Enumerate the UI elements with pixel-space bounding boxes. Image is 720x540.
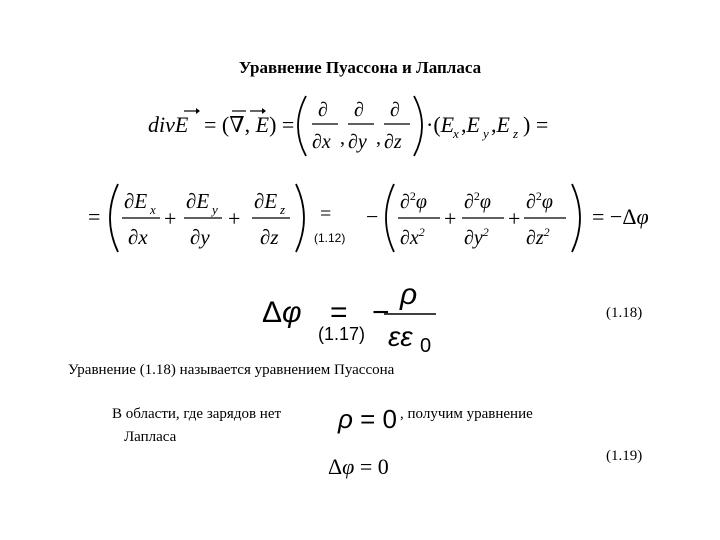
svg-text:,E: ,E	[461, 112, 480, 137]
svg-text:+: +	[228, 206, 241, 231]
svg-text:∂x2: $\partial x^2$	[400, 225, 425, 249]
svg-text:Δφ: Δφ	[262, 296, 302, 329]
region-text-line1: В области, где зарядов нет	[112, 406, 282, 422]
svg-text:∂x: ∂x	[128, 225, 148, 249]
region-text-line2: Лапласа	[124, 429, 177, 445]
svg-text:ρ = 0: ρ = 0	[338, 404, 397, 434]
eq-117-number: (1.17)	[318, 324, 366, 344]
svg-text:∂y: ∂y	[348, 131, 367, 153]
svg-text:x: x	[453, 126, 459, 141]
poisson-caption: Уравнение (1.18) называется уравнением Пуассона	[68, 362, 395, 378]
svg-text:∂z: ∂z	[260, 225, 279, 249]
eq-112-number: (1.12)	[314, 231, 346, 245]
eq-118-number: (1.18)	[606, 305, 643, 321]
get-equation-text: , получим уравнение	[400, 406, 533, 422]
svg-text:Δφ = 0: Δφ = 0	[328, 454, 389, 479]
svg-text:∂: ∂	[318, 99, 328, 121]
svg-text:x: x	[150, 202, 156, 217]
equation-div-e	[0, 88, 720, 168]
svg-text:y: y	[212, 202, 218, 217]
svg-text:0: 0	[420, 335, 432, 357]
svg-text:−: −	[372, 296, 390, 329]
svg-text:y: y	[483, 126, 489, 141]
eq-119-number: (1.19)	[606, 448, 643, 464]
svg-text:∂E: ∂E	[254, 189, 278, 213]
svg-text:+: +	[508, 206, 521, 231]
equation-div-expanded	[0, 178, 720, 258]
svg-text:=: =	[88, 204, 101, 229]
svg-text:+: +	[164, 206, 177, 231]
svg-text:,E: ,E	[491, 112, 510, 137]
slide-title: Уравнение Пуассона и Лапласа	[238, 58, 482, 77]
svg-text:∂y: ∂y	[190, 225, 210, 249]
svg-text:∂2φ: ∂$^2$φ	[464, 189, 491, 213]
svg-text:ρ: ρ	[400, 278, 418, 311]
svg-text:·(E: ·(E	[426, 112, 455, 137]
equation-laplace	[328, 446, 438, 486]
svg-text:divE: divE	[148, 112, 189, 137]
svg-text:εε: εε	[388, 321, 413, 352]
svg-text:∂2φ: ∂$^2$φ	[400, 189, 427, 213]
svg-text:+: +	[444, 206, 457, 231]
svg-text:z: z	[280, 202, 286, 217]
svg-text:∂y2: $\partial y^2$	[464, 225, 489, 249]
svg-text:=: =	[330, 296, 348, 329]
svg-text:∂x: ∂x	[312, 131, 331, 153]
svg-text:−: −	[366, 204, 379, 229]
svg-text:,: ,	[340, 127, 345, 149]
svg-text:∂z2: $\partial z^2$	[526, 225, 550, 249]
svg-text:=: =	[320, 203, 332, 225]
svg-text:= (∇, E) =: = (∇, E) =	[204, 112, 295, 137]
svg-text:∂z: ∂z	[384, 131, 402, 153]
svg-text:∂: ∂	[354, 99, 364, 121]
svg-text:∂2φ: ∂$^2$φ	[526, 189, 553, 213]
svg-text:∂: ∂	[390, 99, 400, 121]
svg-text:∂E: ∂E	[124, 189, 148, 213]
svg-text:,: ,	[376, 127, 381, 149]
svg-text:= −Δφ: = −Δφ	[592, 204, 649, 229]
svg-text:z: z	[513, 126, 519, 141]
svg-text:∂E: ∂E	[186, 189, 210, 213]
svg-text:) =: ) =	[523, 112, 549, 137]
